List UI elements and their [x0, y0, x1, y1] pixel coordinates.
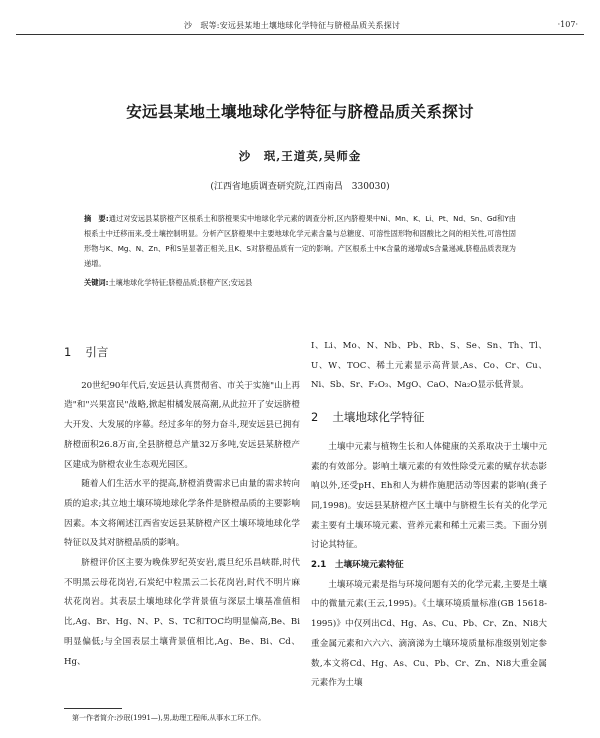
keywords-text: 土壤地球化学特征;脐橙品质;脐橙产区;安远县 [108, 278, 253, 287]
page-number: ·107· [557, 20, 578, 29]
continued-paragraph: I、Li、Mo、N、Nb、Pb、Rb、S、Se、Sn、Th、Tl、U、W、TOC、稀土元素显示高背景,As、Co、Cr、Cu、Ni、Sb、Sr、F₂O₃、MgO、CaO、Na₂O显示低背景。 [311, 341, 547, 391]
affiliation: (江西省地质调查研究院,江西南昌 330030) [210, 182, 390, 192]
footnote-rule [64, 708, 122, 709]
section-2-paragraph: 土壤中元素与植物生长和人体健康的关系取决于土壤中元素的有效部分。影响土壤元素的有效性除受元素的赋存状态影响以外,还受pH、Eh和人为耕作施肥活动等因素的影响(龚子同,1998)。安远县某脐橙产区土壤中与脐橙生长有关的化学元素主要有土壤环境元素、营养元素和稀土元素三类。下面分别讨论其特征。 [311, 441, 547, 551]
footnote: 第一作者简介:沙珉(1991—),男,助理工程师,从事水工环工作。 [72, 714, 266, 722]
keywords [84, 276, 516, 290]
authors: 沙 珉,王道英,吴师金 [238, 149, 362, 163]
right-column [311, 337, 547, 694]
running-title: 沙 珉等:安远县某地土壤地球化学特征与脐橙品质关系探讨 [184, 21, 401, 30]
paper-title: 安远县某地土壤地球化学特征与脐橙品质关系探讨 [126, 103, 474, 121]
abstract [84, 211, 516, 271]
section-2-heading: 2 土壤地球化学特征 [311, 410, 425, 425]
abstract-label: 摘 要: [84, 214, 109, 223]
abstract-text: 通过对安远县某脐橙产区根系土和脐橙果实中地球化学元素的调查分析,区内脐橙果中Ni、Mn、K、Li、Pt、Nd、Sn、Gd和Y由根系土中迁移而来,受土壤控制明显。分析产区脐橙果中主要地球化学元素含量与总糖度、可溶性固形物和固酸比之间的相关性,可溶性固形物与K、Mg、N、Zn、P和S呈显著正相关,且K、S对脐橙品质有一定的影响。产区根系土中K含量的递增或S含量递减,脐橙品质表现为递增。 [84, 214, 516, 268]
left-column [64, 337, 300, 672]
section-2-1-paragraph: 土壤环境元素是指与环境问题有关的化学元素,主要是土壤中的微量元素(王云,1995)。《土壤环境质量标准(GB 15618-1995)》中仅列出Cd、Hg、As、Cu、Pb、Cr、Zn、Ni8大重金属元素和六六六、滴滴涕为土壤环境质量标准级别划定参数,本文将Cd、Hg、As、Cu、Pb、Cr、Zn、Ni8大重金属元素作为土壤 [311, 579, 547, 689]
section-1-paragraph: 随着人们生活水平的提高,脐橙消费需求已由量的需求转向质的追求;其立地土壤环境地球化学条件是脐橙品质的主要影响因素。本文将阐述江西省安远县某脐橙产区土壤环境地球化学特征以及其对脐橙品质的影响。 [64, 479, 300, 549]
section-1-paragraph: 脐橙评价区主要为晚侏罗纪英安岩,震旦纪乐昌峡群,时代不明黑云母花岗岩,石炭纪中粒黑云二长花岗岩,时代不明片麻状花岗岩。其表层土壤地球化学背景值与深层土壤基准值相比,Ag、Br、Hg、N、P、S、TC和TOC均明显偏高,Be、Bi明显偏低;与全国表层土壤背景值相比,Ag、Be、Bi、Cd、Hg、 [64, 558, 300, 667]
section-1-paragraph: 20世纪90年代后,安远县认真贯彻省、市关于实施"山上再造"和"兴果富民"战略,掀起柑橘发展高潮,从此拉开了安远脐橙大开发、大发展的序幕。经过多年的努力奋斗,现安远县已拥有脐橙面积26.8万亩,全县脐橙总产量32万多吨,安远县某脐橙产区建成为脐橙农业生态观光园区。 [64, 380, 300, 470]
running-header [16, 18, 584, 35]
keywords-label: 关键词: [84, 278, 109, 287]
section-1-heading: 1 引言 [64, 345, 109, 359]
section-2-1-heading: 2.1 土壤环境元素特征 [311, 560, 404, 571]
